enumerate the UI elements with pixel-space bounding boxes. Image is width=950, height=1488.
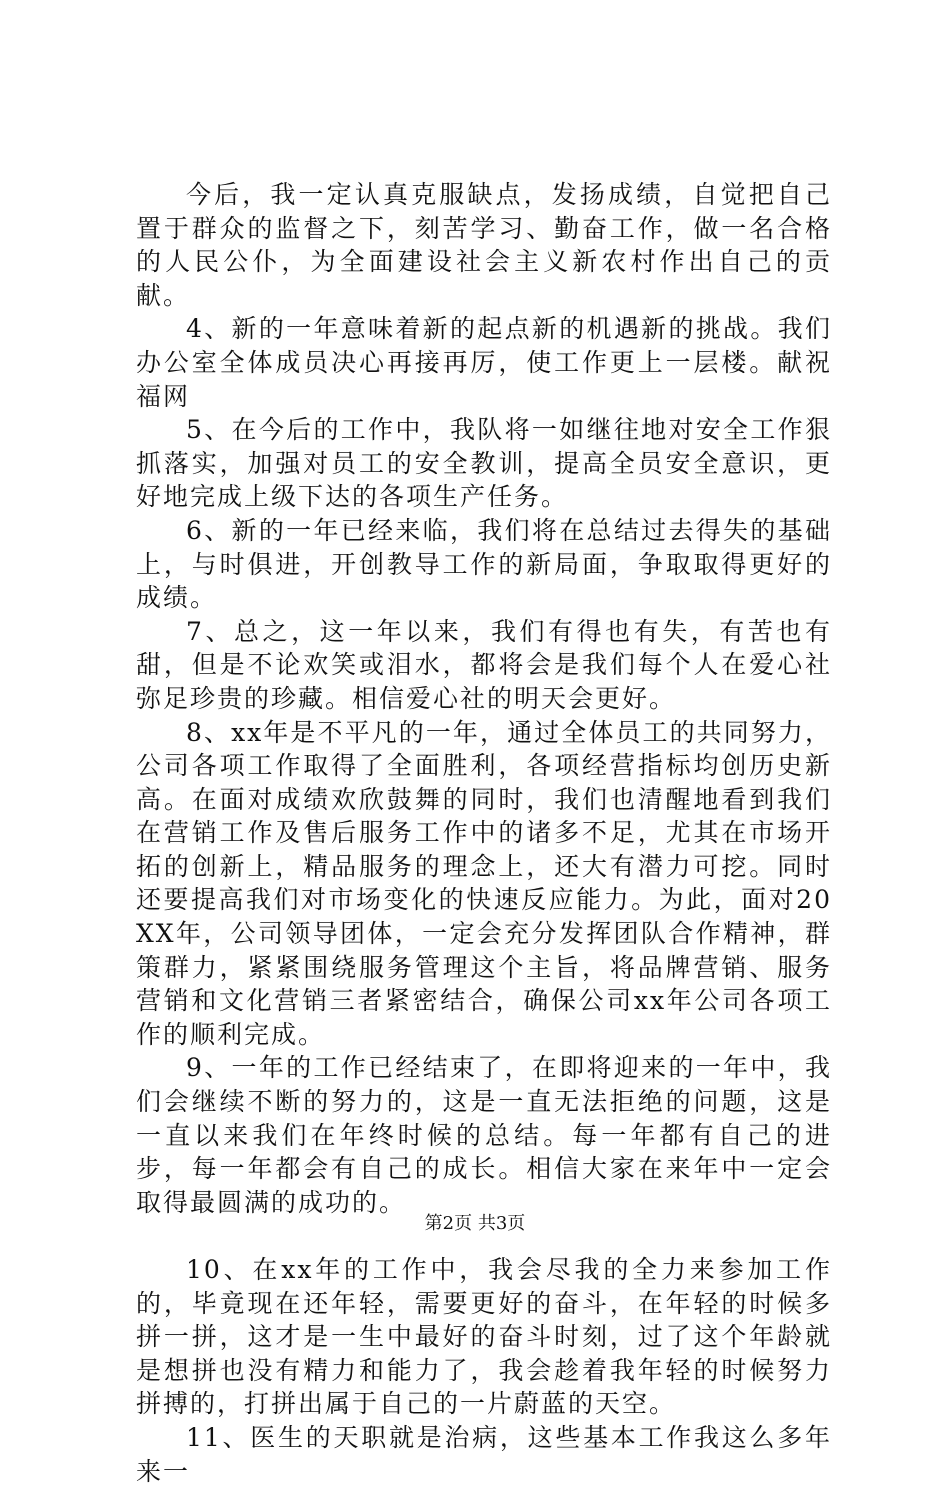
paragraph-8: 10、在xx年的工作中，我会尽我的全力来参加工作的，毕竟现在还年轻，需要更好的奋斗，在年轻的时候多拼一拼，这才是一生中最好的奋斗时刻，过了这个年龄就是想拼也没有精力和能力了，我会趁着我年轻的时候努力拼搏的，打拼出属于自己的一片蔚蓝的天空。 <box>136 1255 832 1419</box>
paragraph-6: 8、xx年是不平凡的一年，通过全体员工的共同努力，公司各项工作取得了全面胜利，各项经营指标均创历史新高。在面对成绩欢欣鼓舞的同时，我们也清醒地看到我们在营销工作及售后服务工作中的诸多不足，尤其在市场开拓的创新上，精品服务的理念上，还大有潜力可挖。同时还要提高我们对市场变化的快速反应能力。为此，面对20XX年，公司领导团体，一定会充分发挥团队合作精神，群策群力，紧紧围绕服务管理这个主旨，将品牌营销、服务营销和文化营销三者紧密结合，确保公司xx年公司各项工作的顺利完成。 <box>136 717 832 1049</box>
paragraph-2: 4、新的一年意味着新的起点新的机遇新的挑战。我们办公室全体成员决心再接再厉，使工作更上一层楼。献祝福网 <box>136 314 832 411</box>
paragraph-9: 11、医生的天职就是治病，这些基本工作我这么多年来一 <box>136 1422 832 1486</box>
document-body <box>136 178 832 1488</box>
paragraph-3: 5、在今后的工作中，我队将一如继往地对安全工作狠抓落实，加强对员工的安全教训，提高全员安全意识，更好地完成上级下达的各项生产任务。 <box>136 415 832 512</box>
paragraph-1: 今后，我一定认真克服缺点，发扬成绩，自觉把自己置于群众的监督之下，刻苦学习、勤奋工作，做一名合格的人民公仆，为全面建设社会主义新农村作出自己的贡献。 <box>136 180 832 310</box>
paragraph-7: 9、一年的工作已经结束了，在即将迎来的一年中，我们会继续不断的努力的，这是一直无法拒绝的问题，这是一直以来我们在年终时候的总结。每一年都有自己的进步，每一年都会有自己的成长。相信大家在来年中一定会取得最圆满的成功的。 <box>136 1053 832 1217</box>
paragraph-4: 6、新的一年已经来临，我们将在总结过去得失的基础上，与时俱进，开创教导工作的新局面，争取取得更好的成绩。 <box>136 515 832 613</box>
page-footer: 第2页 共3页 <box>424 1213 526 1234</box>
paragraph-5: 7、总之，这一年以来，我们有得也有失，有苦也有甜，但是不论欢笑或泪水，都将会是我们每个人在爱心社弥足珍贵的珍藏。相信爱心社的明天会更好。 <box>136 616 832 713</box>
